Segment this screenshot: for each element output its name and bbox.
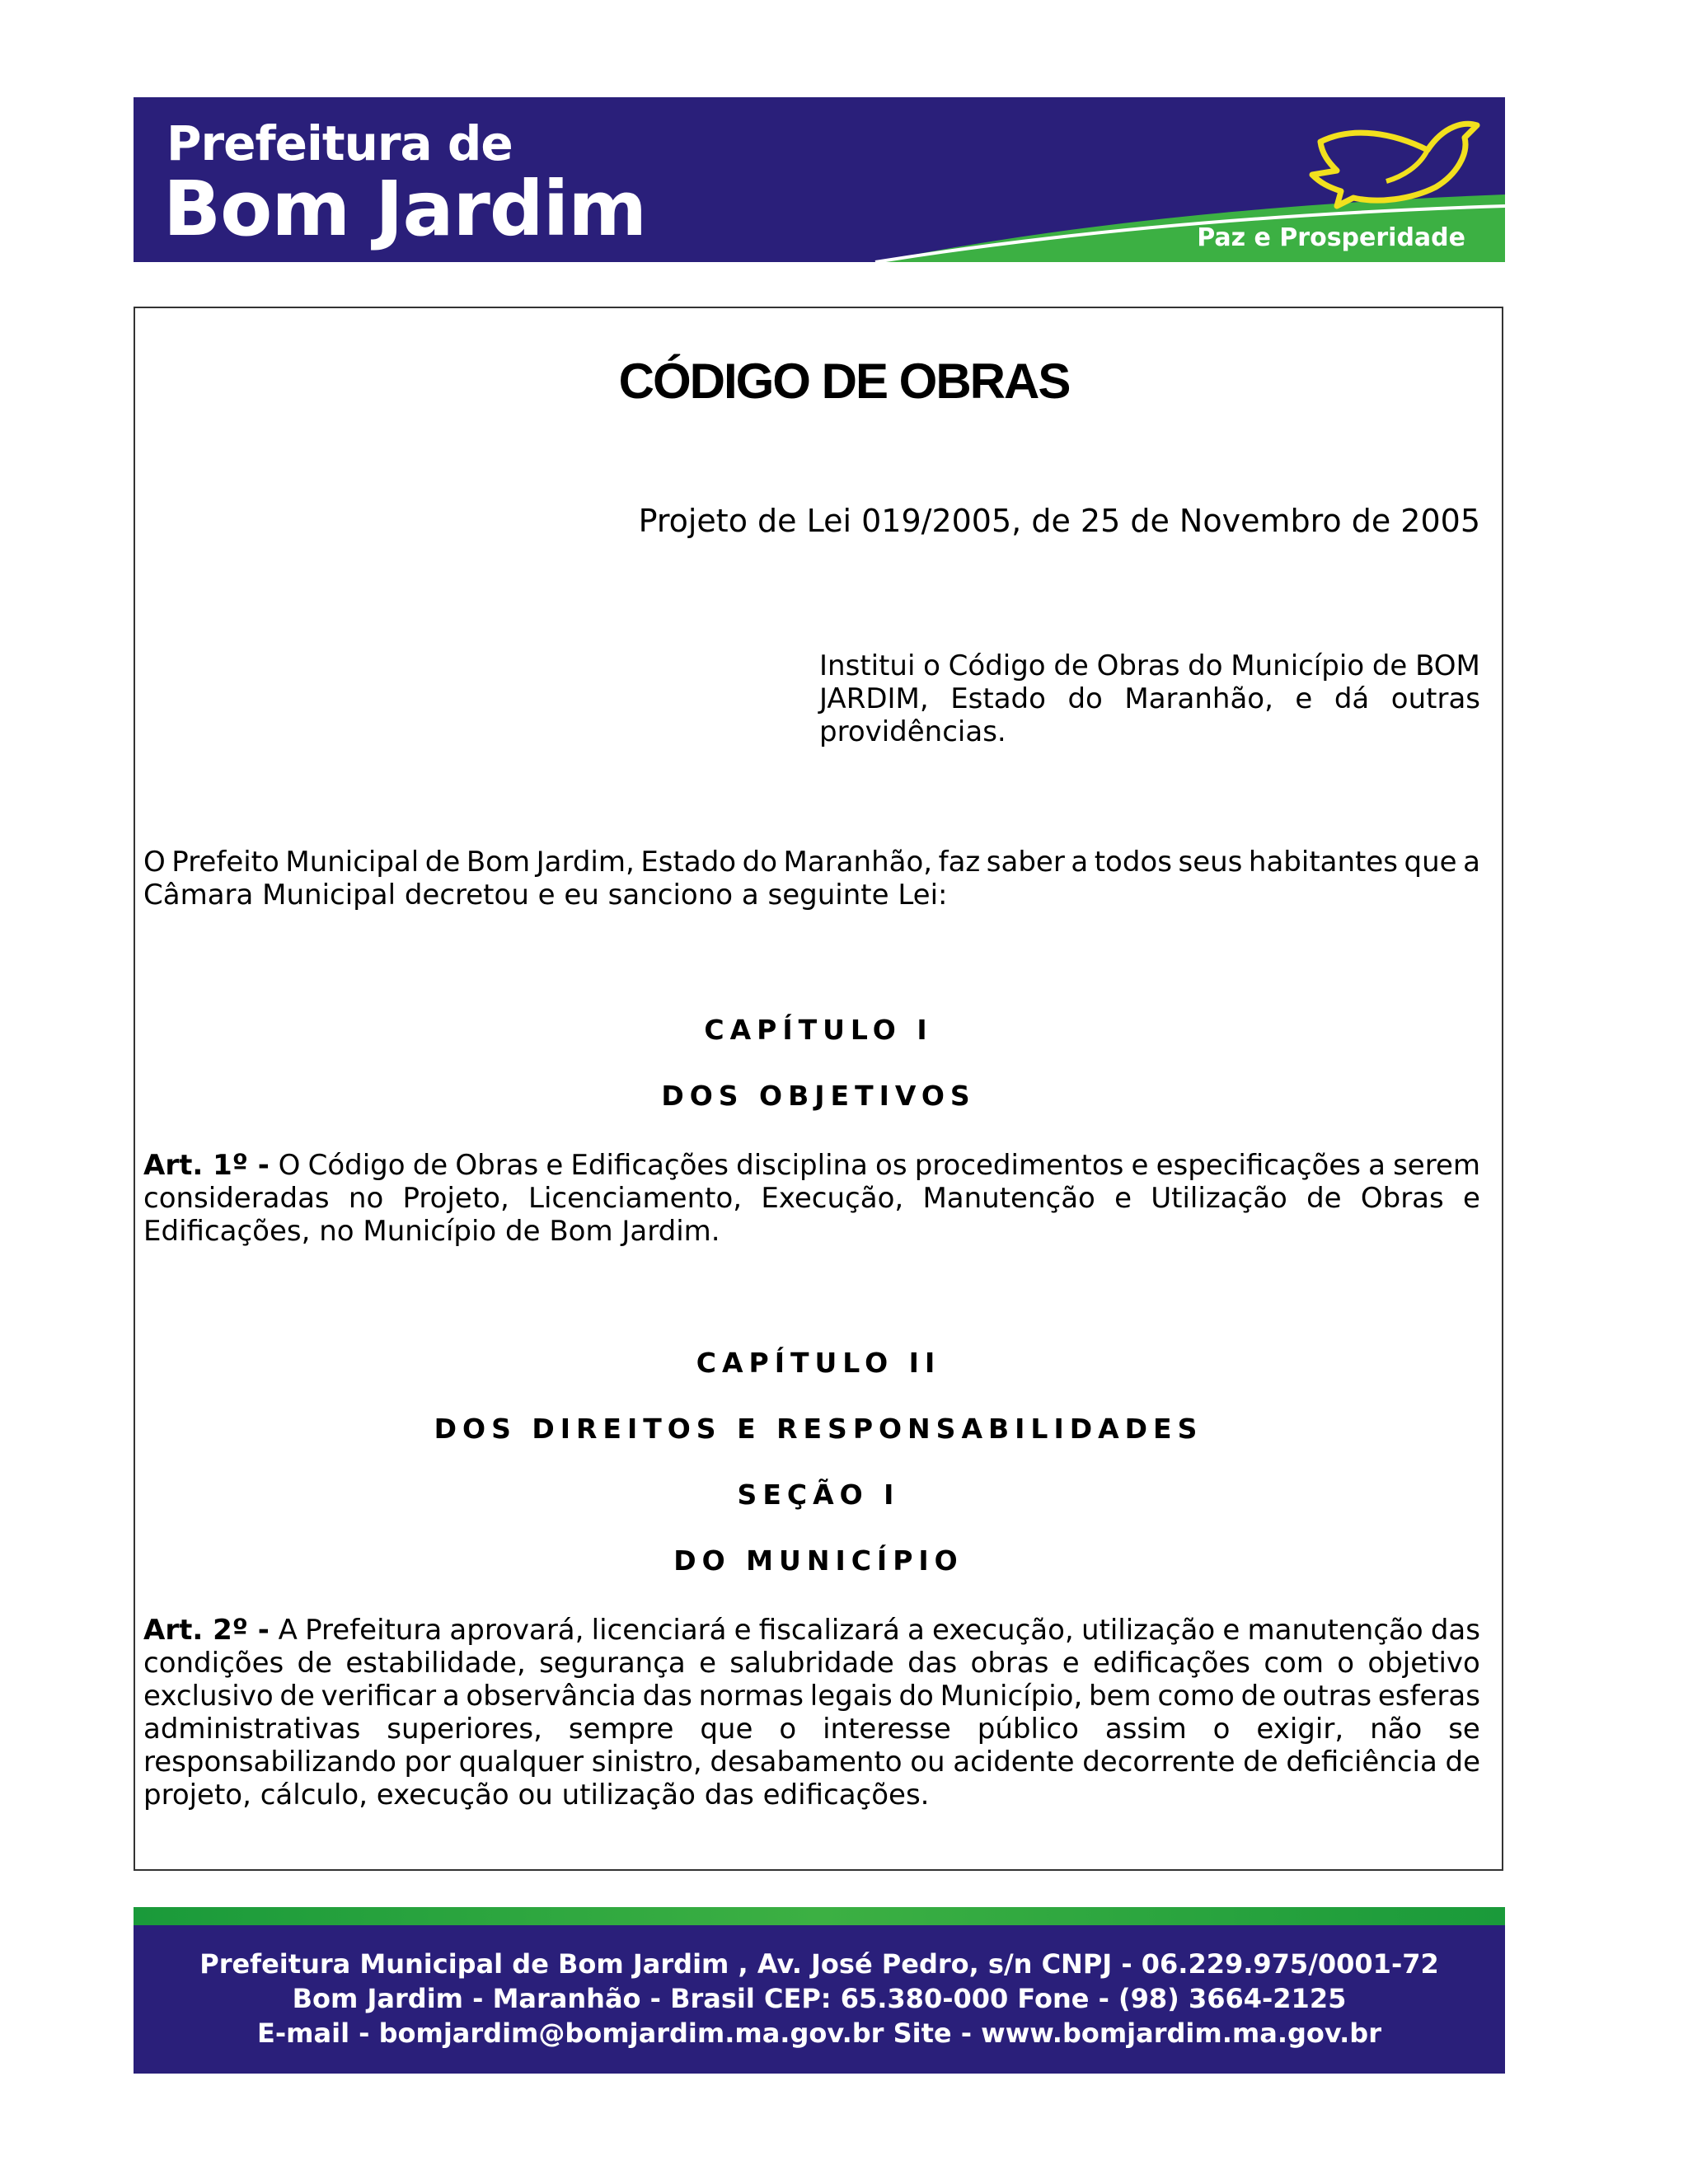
word: do: [1188, 649, 1223, 682]
word: e: [734, 1614, 752, 1647]
word: esferas: [1377, 1680, 1480, 1713]
word: verificar: [321, 1680, 437, 1713]
banner-title-line1: Prefeitura de: [166, 115, 513, 171]
word: Bom: [466, 846, 531, 879]
preamble-line2: Câmara Municipal decretou e eu sanciono a seguinte Lei:: [143, 879, 948, 912]
article-1: [143, 1149, 1480, 1248]
word: o: [1337, 1647, 1355, 1680]
word: de: [1053, 649, 1089, 682]
footer-email-site: E-mail - bomjardim@bomjardim.ma.gov.br Site - www.bomjardim.ma.gov.br: [257, 2018, 1381, 2049]
bill-reference: Projeto de Lei 019/2005, de 25 de Novembro de 2005: [638, 503, 1480, 539]
word: Execução,: [761, 1182, 904, 1215]
word: exigir,: [1256, 1713, 1344, 1746]
word: o: [779, 1713, 797, 1746]
word: a: [1071, 846, 1089, 879]
word: Código: [307, 1149, 406, 1182]
article-2-line1: [143, 1614, 1480, 1647]
word: ou: [910, 1746, 945, 1779]
word: Art. 2º - A: [143, 1614, 298, 1647]
chapter-1-heading: CAPÍTULO I: [704, 1014, 933, 1046]
dove-logo-icon: [1304, 109, 1485, 216]
article-1-line2: [143, 1182, 1480, 1215]
footer-contact: Bom Jardim - Maranhão - Brasil CEP: 65.380-000 Fone - (98) 3664-2125: [292, 1983, 1347, 2014]
word: normas: [698, 1680, 804, 1713]
word: outras: [1282, 1680, 1372, 1713]
word: de: [412, 1149, 448, 1182]
word: de: [297, 1647, 333, 1680]
word: procedimentos: [914, 1149, 1124, 1182]
word: e: [1222, 1614, 1240, 1647]
footer-banner: [134, 1925, 1505, 2074]
word: dá: [1334, 682, 1370, 715]
word: estabilidade,: [345, 1647, 526, 1680]
word: obras: [970, 1647, 1049, 1680]
word: que: [1404, 846, 1457, 879]
word: saber: [986, 846, 1065, 879]
word: com: [1264, 1647, 1324, 1680]
word: e: [1114, 1182, 1132, 1215]
article-2-line6: projeto, cálculo, execução ou utilização das edificações.: [143, 1779, 930, 1811]
word: não: [1370, 1713, 1423, 1746]
word: de: [1243, 1746, 1278, 1779]
word: responsabilizando: [143, 1746, 396, 1779]
word: e: [1462, 1182, 1480, 1215]
word: decorrente: [1082, 1746, 1236, 1779]
word: edificações: [1093, 1647, 1251, 1680]
word: superiores,: [387, 1713, 542, 1746]
word: Estado: [640, 846, 737, 879]
word: condições: [143, 1647, 284, 1680]
article-2-line3: [143, 1680, 1480, 1713]
word: assim: [1104, 1713, 1187, 1746]
word: disciplina: [736, 1149, 868, 1182]
bill-summary-line2: [819, 682, 1480, 715]
word: Institui: [819, 649, 916, 682]
word: Prefeito: [171, 846, 279, 879]
word: e: [1131, 1149, 1149, 1182]
chapter-2-heading: CAPÍTULO II: [696, 1347, 941, 1379]
word: o: [923, 649, 940, 682]
word: Obras: [1360, 1182, 1444, 1215]
document-title: CÓDIGO DE OBRAS: [618, 354, 1070, 409]
word: das: [642, 1680, 692, 1713]
word: do: [1067, 682, 1103, 715]
article-2-line2: [143, 1647, 1480, 1680]
bill-summary-line3: providências.: [819, 715, 1006, 748]
word: Maranhão,: [1124, 682, 1273, 715]
word: de: [1306, 1182, 1342, 1215]
word: e: [699, 1647, 716, 1680]
word: a: [1463, 846, 1480, 879]
preamble-paragraph: [143, 846, 1480, 912]
word: Utilização: [1151, 1182, 1287, 1215]
word: e: [1295, 682, 1313, 715]
word: público: [977, 1713, 1079, 1746]
word: execução,: [932, 1614, 1074, 1647]
word: seus: [1178, 846, 1243, 879]
bill-summary: [819, 649, 1480, 748]
word: consideradas: [143, 1182, 330, 1215]
word: objetivo: [1367, 1647, 1480, 1680]
article-label: Art. 2º -: [143, 1614, 270, 1647]
word: sempre: [568, 1713, 674, 1746]
article-2: [143, 1614, 1480, 1811]
word: Maranhão,: [783, 846, 933, 879]
word: do: [898, 1680, 934, 1713]
article-2-line4: [143, 1713, 1480, 1746]
word: manutenção: [1247, 1614, 1423, 1647]
word: Manutenção: [922, 1182, 1095, 1215]
word: Edificações: [570, 1149, 729, 1182]
word: e: [1062, 1647, 1080, 1680]
preamble-line1: [143, 846, 1480, 879]
bill-summary-line1: [819, 649, 1480, 682]
word: de: [279, 1680, 315, 1713]
word: todos: [1094, 846, 1172, 879]
word: qualquer: [458, 1746, 584, 1779]
word: outras: [1390, 682, 1480, 715]
word: O: [143, 846, 166, 879]
chapter-1-title: DOS OBJETIVOS: [661, 1080, 976, 1112]
word: legais: [809, 1680, 893, 1713]
word: BOM: [1415, 649, 1480, 682]
word: administrativas: [143, 1713, 361, 1746]
word: faz: [938, 846, 981, 879]
word: Obras: [455, 1149, 539, 1182]
word: de: [424, 846, 461, 879]
footer-green-bar: [134, 1907, 1505, 1925]
word: de: [1445, 1746, 1480, 1779]
section-1-title: DO MUNICÍPIO: [673, 1544, 964, 1577]
word: que: [700, 1713, 753, 1746]
word: desabamento: [710, 1746, 903, 1779]
word: do: [742, 846, 777, 879]
word: acidente: [953, 1746, 1075, 1779]
word: sinistro,: [591, 1746, 702, 1779]
word: interesse: [823, 1713, 951, 1746]
chapter-2-title: DOS DIREITOS E RESPONSABILIDADES: [434, 1413, 1203, 1445]
word: Art. 1º - O: [143, 1149, 301, 1182]
word: segurança: [539, 1647, 686, 1680]
word: Município: [1231, 649, 1365, 682]
word: Jardim,: [536, 846, 635, 879]
header-banner: [134, 97, 1505, 262]
word: e: [546, 1149, 564, 1182]
banner-title-line2: Bom Jardim: [163, 165, 647, 253]
word: salubridade: [729, 1647, 894, 1680]
word: Prefeitura: [305, 1614, 443, 1647]
word: utilização: [1081, 1614, 1216, 1647]
word: das: [907, 1647, 958, 1680]
footer-address: Prefeitura Municipal de Bom Jardim , Av. José Pedro, s/n CNPJ - 06.229.975/0001-72: [199, 1948, 1439, 1980]
word: Código: [948, 649, 1046, 682]
word: Projeto,: [402, 1182, 509, 1215]
word: serem: [1393, 1149, 1480, 1182]
word: Municipal: [285, 846, 420, 879]
word: a: [1368, 1149, 1386, 1182]
article-2-line5: [143, 1746, 1480, 1779]
article-1-line1: [143, 1149, 1480, 1182]
word: Licenciamento,: [528, 1182, 743, 1215]
word: observância: [466, 1680, 636, 1713]
word: de: [1240, 1680, 1277, 1713]
word: o: [1212, 1713, 1231, 1746]
word: se: [1448, 1713, 1480, 1746]
word: bem: [1089, 1680, 1151, 1713]
word: licenciará: [591, 1614, 727, 1647]
word: especificações: [1156, 1149, 1361, 1182]
word: Município,: [940, 1680, 1083, 1713]
word: como: [1157, 1680, 1235, 1713]
word: Estado: [950, 682, 1046, 715]
word: habitantes: [1248, 846, 1399, 879]
word: das: [1430, 1614, 1480, 1647]
word: os: [875, 1149, 907, 1182]
word: Obras: [1096, 649, 1180, 682]
word: a: [442, 1680, 460, 1713]
article-1-line3: Edificações, no Município de Bom Jardim.: [143, 1215, 720, 1248]
word: por: [404, 1746, 451, 1779]
word: deficiência: [1286, 1746, 1437, 1779]
banner-slogan: Paz e Prosperidade: [1197, 223, 1465, 252]
section-1-heading: SEÇÃO I: [737, 1479, 900, 1511]
word: a: [907, 1614, 925, 1647]
article-label: Art. 1º -: [143, 1149, 270, 1182]
word: JARDIM,: [819, 682, 929, 715]
word: aprovará,: [449, 1614, 584, 1647]
word: fiscalizará: [758, 1614, 900, 1647]
word: no: [348, 1182, 384, 1215]
word: de: [1372, 649, 1408, 682]
word: exclusivo: [143, 1680, 274, 1713]
